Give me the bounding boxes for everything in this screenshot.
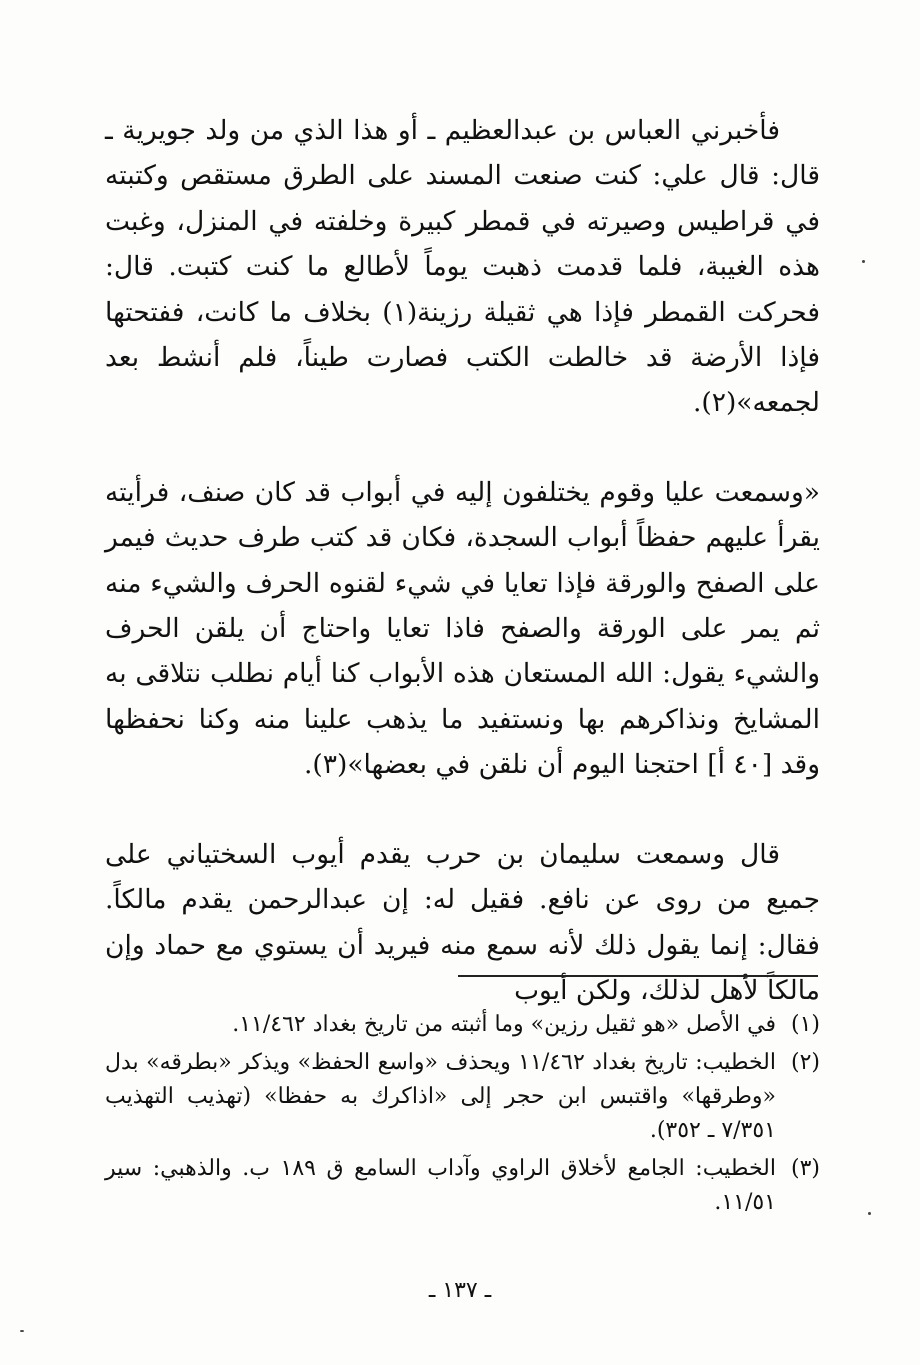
paragraph-1 <box>105 108 820 426</box>
footnote-number: (٢) <box>790 1050 820 1075</box>
text-line: روى عن نافع. فقيل له: إن عبدالرحمن يقدم مالكاً. فقال: إنما يقول ذلك <box>105 884 820 961</box>
footnote-divider <box>458 975 818 977</box>
text-line: «وسمعت عليا وقوم يختلفون إليه في أبواب قد كان صنف، فرأيته يقرأ <box>105 476 820 554</box>
text-line: ذهبت يوماً لأطالع ما كنت كتبت. قال: فحركت القمطر فإذا هي ثقيلة <box>105 251 820 328</box>
footnote-1 <box>105 1008 820 1042</box>
footnote-3 <box>105 1152 820 1220</box>
text-line: قال: قال علي: كنت صنعت المسند على الطرق مستقص وكتبته في قراطيس <box>105 160 820 237</box>
paragraph-3 <box>105 832 820 1014</box>
text-line: طيناً، فلم أنشط بعد لجمعه»(٢). <box>105 342 820 419</box>
text-line: قال وسمعت سليمان بن حرب يقدم أيوب السختياني على جميع من <box>105 838 820 916</box>
text-line: والورقة فإذا تعايا في شيء لقنوه الحرف والشيء منه ثم يمر على الورقة والصفح <box>105 567 820 645</box>
footnote-text: في الأصل «هو ثقيل رزين» وما أثبته من تاريخ بغداد ١١/٤٦٢. <box>232 1012 776 1037</box>
text-line: لأنه سمع منه فيريد أن يستوي مع حماد وإن مالكاً لأهل لذلك، ولكن أيوب <box>105 929 820 1006</box>
footnote-text: الخطيب: تاريخ بغداد ١١/٤٦٢ ويحذف «واسع الحفظ» ويذكر «بطرقه» بدل «وطرقها» واقتبس ابن حجر إلى «اذاكرك به حفظا» (تهذيب التهذيب ٧/٣٥١ ـ ٣٥٢). <box>105 1050 776 1143</box>
text-line: عليهم حفظاً أبواب السجدة، فكان قد كتب طرف حديث فيمر على الصفح <box>105 522 820 599</box>
scan-speck <box>862 260 865 263</box>
footnote-number: (٣) <box>790 1156 820 1181</box>
scan-speck <box>20 1330 24 1332</box>
footnote-number: (١) <box>790 1012 820 1037</box>
paragraph-2 <box>105 470 820 788</box>
footnote-text: الخطيب: الجامع لأخلاق الراوي وآداب السامع ق ١٨٩ ب. والذهبي: سير ١١/٥١. <box>105 1156 776 1215</box>
text-line: وكنا نحفظها وقد [٤٠ أ] احتجنا اليوم أن نلقن في بعضها»(٣). <box>105 703 820 781</box>
text-line: رزينة(١) بخلاف ما كانت، ففتحتها فإذا الأرضة قد خالطت الكتب فصارت <box>105 296 820 374</box>
footnotes <box>105 1008 820 1224</box>
main-text <box>105 108 820 1013</box>
page-number: ـ ١٣٧ ـ <box>428 1278 492 1303</box>
text-line: فاذا تعايا واحتاج أن يلقن الحرف والشيء يقول: الله المستعان هذه الأبواب <box>105 613 820 690</box>
text-line: فأخبرني العباس بن عبدالعظيم ـ أو هذا الذي من ولد جويرية ـ <box>105 115 780 146</box>
footnote-2 <box>105 1046 820 1148</box>
text-line: كنا أيام نطلب نتلاقى به المشايخ ونذاكرهم بها ونستفيد ما يذهب علينا منه <box>105 658 820 735</box>
text-line: وصيرته في قمطر كبيرة وخلفته في المنزل، وغبت هذه الغيبة، فلما قدمت <box>105 205 820 283</box>
scan-speck <box>868 1212 871 1215</box>
